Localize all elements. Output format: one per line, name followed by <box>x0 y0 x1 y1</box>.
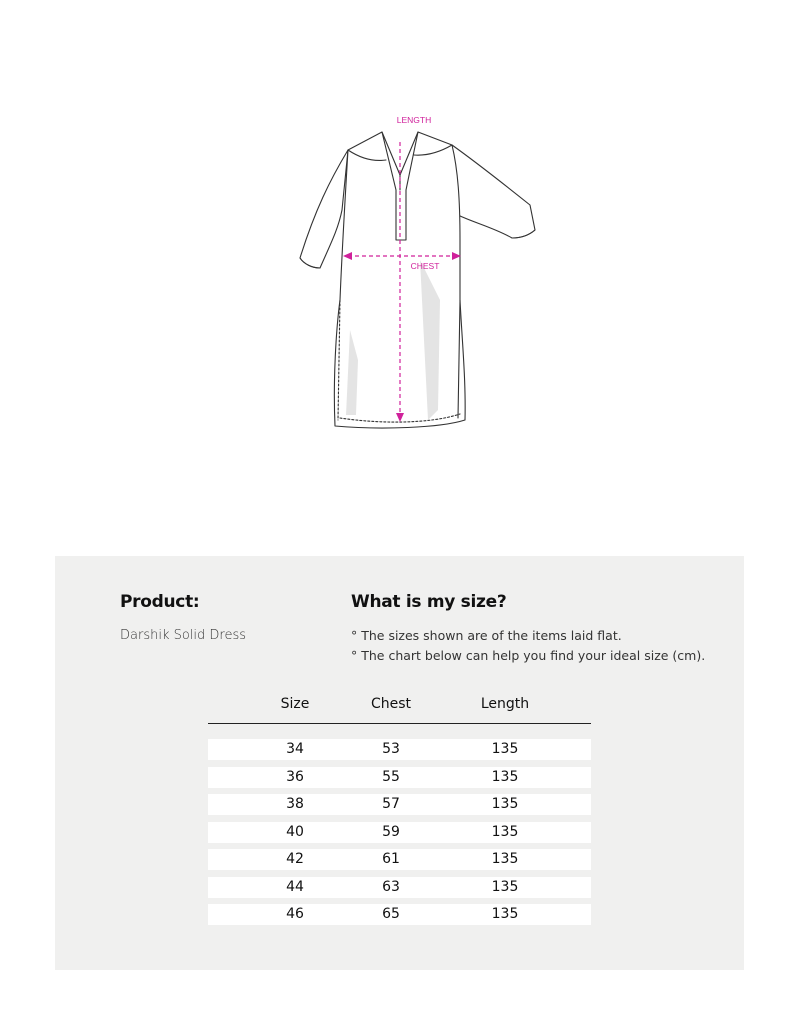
header-length: Length <box>480 696 530 712</box>
header-size: Size <box>280 696 310 712</box>
chest-cell: 53 <box>382 741 400 757</box>
chest-cell: 65 <box>382 906 400 922</box>
length-cell: 135 <box>491 823 519 840</box>
length-cell: 135 <box>491 741 519 757</box>
length-cell: 135 <box>491 768 519 785</box>
size-table <box>208 695 591 932</box>
size-cell: 42 <box>286 851 304 867</box>
chest-label: CHEST <box>410 261 440 271</box>
table-row <box>208 767 591 788</box>
size-note: ° The sizes shown are of the items laid flat. <box>351 628 622 643</box>
table-body <box>208 739 591 925</box>
size-cell: 34 <box>286 741 304 757</box>
header-chest: Chest <box>370 696 412 712</box>
chest-cell: 63 <box>382 878 400 895</box>
size-note: ° The chart below can help you find your ideal size (cm). <box>351 648 706 663</box>
size-cell: 46 <box>286 906 304 922</box>
length-cell: 135 <box>491 796 519 812</box>
chest-cell: 57 <box>382 796 400 812</box>
length-cell: 135 <box>491 906 519 922</box>
product-name: Darshik Solid Dress <box>120 628 247 643</box>
product-heading: Product: <box>120 592 200 612</box>
length-label: LENGTH <box>396 115 432 125</box>
table-row <box>208 849 591 870</box>
table-header <box>208 695 591 724</box>
size-cell: 44 <box>286 878 304 895</box>
table-row <box>208 904 591 925</box>
size-heading: What is my size? <box>351 592 507 612</box>
size-cell: 40 <box>286 823 304 840</box>
table-row <box>208 739 591 760</box>
size-cell: 38 <box>286 796 304 812</box>
chest-cell: 61 <box>382 851 400 867</box>
chest-cell: 59 <box>382 823 400 840</box>
table-row <box>208 877 591 898</box>
table-row <box>208 794 591 815</box>
length-cell: 135 <box>491 851 519 867</box>
length-cell: 135 <box>491 878 519 895</box>
size-cell: 36 <box>286 768 304 785</box>
table-row <box>208 822 591 843</box>
chest-cell: 55 <box>382 768 400 785</box>
